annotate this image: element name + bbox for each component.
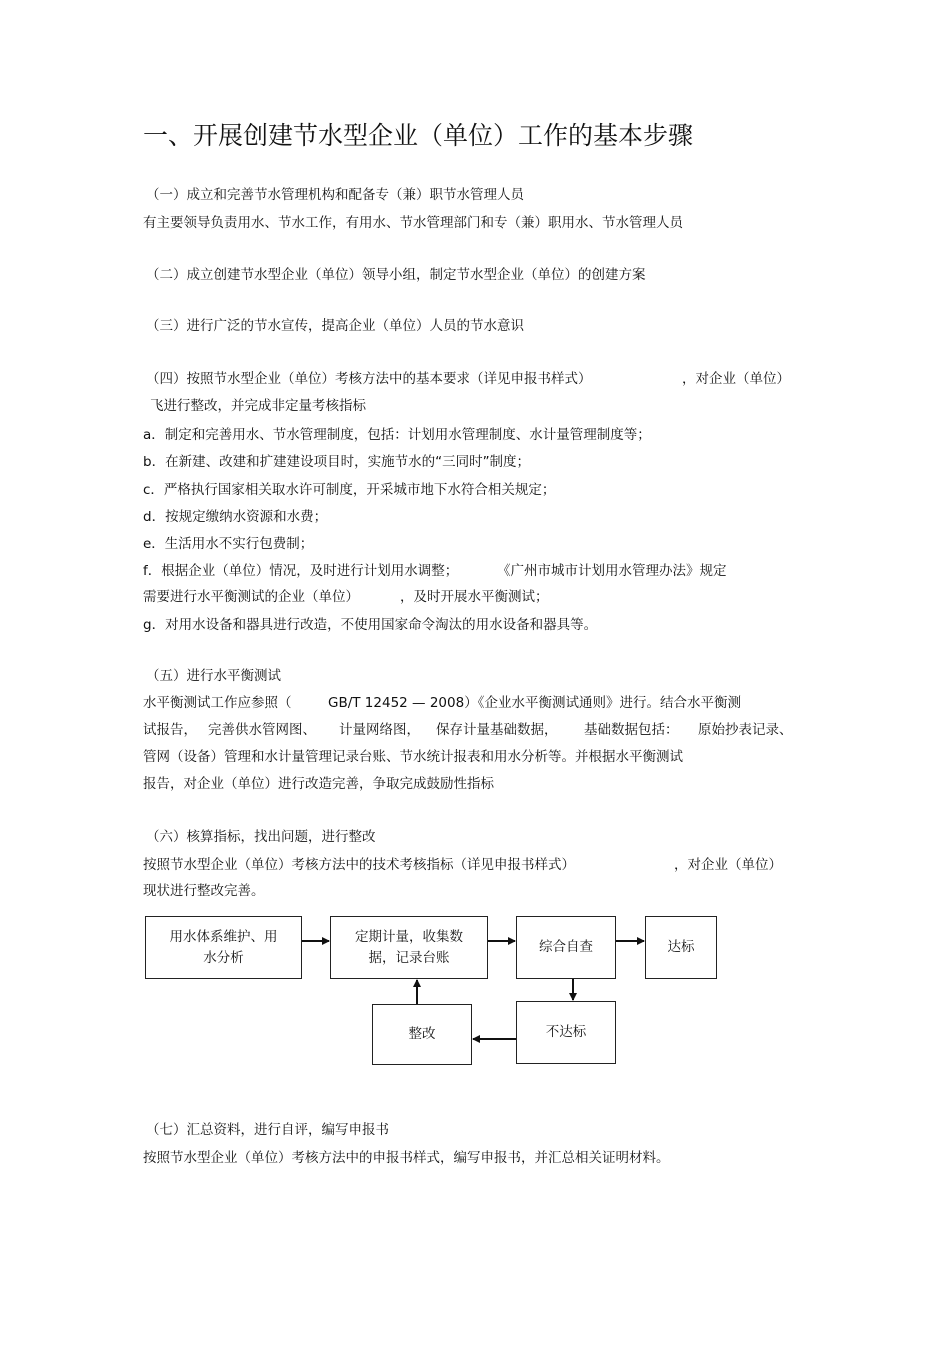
flow-box-maintenance-line-2: 水分析 — [203, 949, 244, 966]
list-item-a: a．制定和完善用水、节水管理制度，包括：计划用水管理制度、水计量管理制度等； — [143, 427, 651, 443]
section-2-heading: （二）成立创建节水型企业（单位）领导小组，制定节水型企业（单位）的创建方案 — [146, 267, 646, 283]
flow-box-self-check-label: 综合自查 — [539, 939, 593, 955]
section-5-line-1b: GB/T 12452 — 2008）《企业水平衡测试通则》进行。结合水平衡测 — [328, 695, 741, 711]
section-1-heading: （一）成立和完善节水管理机构和配备专（兼）职节水管理人员 — [146, 187, 524, 203]
section-5-line-2e: 基础数据包括： — [584, 722, 679, 738]
section-5-line-2a: 试报告， — [143, 722, 197, 738]
flow-box-fail-label: 不达标 — [545, 1024, 587, 1040]
section-5-line-2f: 原始抄表记录、 — [698, 722, 793, 738]
section-6-line-2: 现状进行整改完善。 — [143, 883, 265, 899]
list-item-f-cont-tail: ，及时开展水平衡测试； — [400, 589, 549, 605]
section-5-line-2c: 计量网络图， — [339, 722, 420, 738]
section-4-heading: （四）按照节水型企业（单位）考核方法中的基本要求（详见申报书样式） — [146, 371, 592, 387]
list-item-c: c．严格执行国家相关取水许可制度，开采城市地下水符合相关规定； — [143, 482, 556, 498]
flow-box-metering-line-1: 定期计量，收集数 — [355, 928, 463, 945]
section-7-body: 按照节水型企业（单位）考核方法中的申报书样式，编写申报书，并汇总相关证明材料。 — [143, 1150, 670, 1166]
section-1-body: 有主要领导负责用水、节水工作，有用水、节水管理部门和专（兼）职用水、节水管理人员 — [143, 215, 683, 231]
list-item-b: b．在新建、改建和扩建建设项目时，实施节水的“三同时”制度； — [143, 454, 531, 470]
list-item-f-cont: 需要进行水平衡测试的企业（单位） — [143, 589, 359, 605]
section-6-line-1b: ，对企业（单位） — [674, 857, 782, 873]
flow-box-rectify-label: 整改 — [408, 1026, 436, 1042]
section-3-heading: （三）进行广泛的节水宣传，提高企业（单位）人员的节水意识 — [146, 318, 524, 334]
list-item-e: e．生活用水不实行包费制； — [143, 536, 314, 552]
flow-box-metering-line-2: 据，记录台账 — [368, 949, 450, 966]
section-5-heading: （五）进行水平衡测试 — [146, 668, 281, 684]
flow-box-maintenance-line-1: 用水体系维护、用 — [169, 928, 278, 945]
list-item-d: d．按规定缴纳水资源和水费； — [143, 509, 328, 525]
section-5-line-2b: 完善供水管网图、 — [208, 722, 316, 738]
list-item-g: g．对用水设备和器具进行改造，不使用国家命令淘汰的用水设备和器具等。 — [143, 617, 598, 633]
section-5-line-2d: 保存计量基础数据， — [436, 722, 558, 738]
section-4-heading-tail: ，对企业（单位） — [682, 371, 790, 387]
section-5-line-3: 管网（设备）管理和水计量管理记录台账、节水统计报表和用水分析等。并根据水平衡测试 — [143, 749, 683, 765]
section-6-line-1a: 按照节水型企业（单位）考核方法中的技术考核指标（详见申报书样式） — [143, 857, 575, 873]
flow-box-pass-label: 达标 — [667, 939, 695, 955]
section-6-heading: （六）核算指标，找出问题，进行整改 — [146, 829, 376, 845]
section-7-heading: （七）汇总资料，进行自评，编写申报书 — [146, 1122, 389, 1138]
list-item-f-regulation: 《广州市城市计划用水管理办法》规定 — [497, 563, 727, 579]
section-4-heading-cont: 飞进行整改，并完成非定量考核指标 — [150, 398, 366, 414]
section-5-line-4: 报告，对企业（单位）进行改造完善，争取完成鼓励性指标 — [143, 776, 494, 792]
list-item-f: f．根据企业（单位）情况，及时进行计划用水调整； — [143, 563, 459, 579]
section-5-line-1a: 水平衡测试工作应参照（ — [143, 695, 292, 711]
page-title: 一、开展创建节水型企业（单位）工作的基本步骤 — [143, 121, 694, 150]
